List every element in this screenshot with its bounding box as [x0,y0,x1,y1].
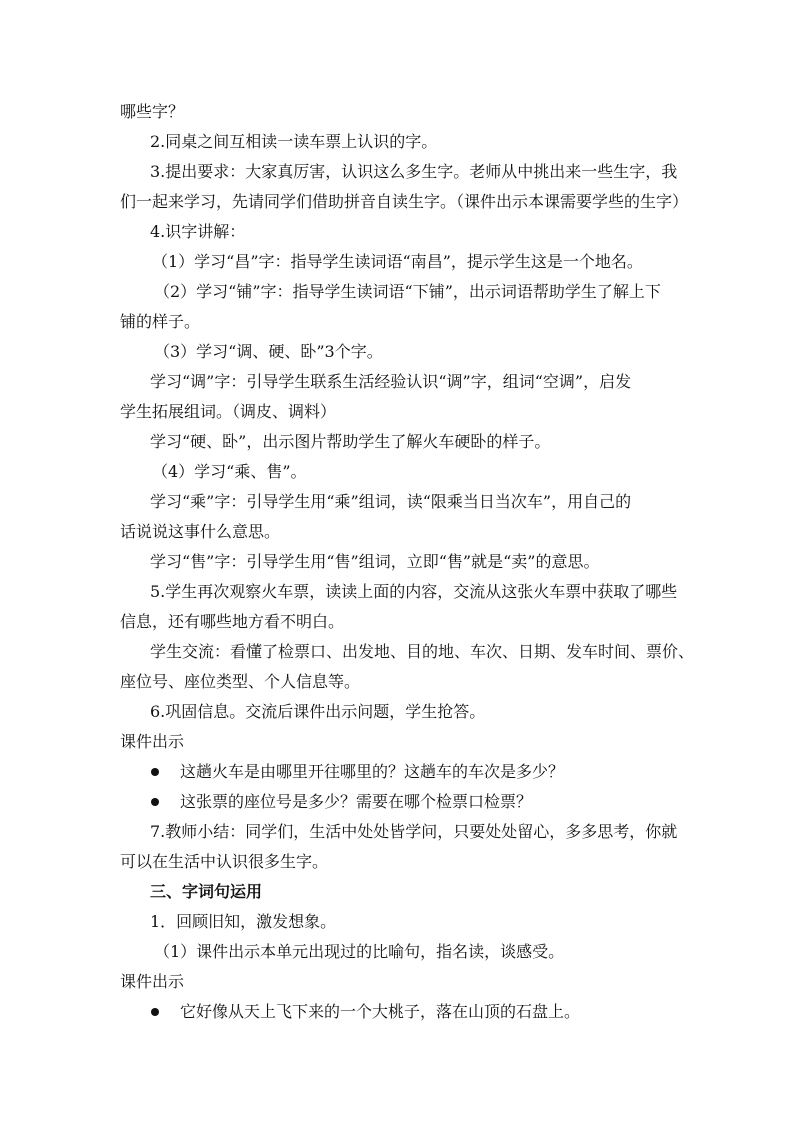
text-line: 2.同桌之间互相读一读车票上认识的字。 [150,132,438,151]
bullet-item: 这趟火车是由哪里开往哪里的？这趟车的车次是多少？ [0,756,794,788]
text-line: 铺的样子。 [120,312,201,331]
text-line: 6.巩固信息。交流后课件出示问题，学生抢答。 [150,702,486,721]
text-line: （2）学习“铺”字：指导学生读词语“下铺”，出示词语帮助学生了解上下 [154,282,661,301]
text-line: （4）学习“乘、售”。 [152,462,307,481]
text-line: 3.提出要求：大家真厉害，认识这么多生字。老师从中挑出来一些生字，我 [150,162,678,181]
text-line: 5.学生再次观察火车票，读读上面的内容，交流从这张火车票中获取了哪些 [150,582,678,601]
text-line: 信息，还有哪些地方看不明白。 [120,612,345,631]
text-line: 学习“硬、卧”，出示图片帮助学生了解火车硬卧的样子。 [150,432,551,451]
text-line: 4.识字讲解： [150,222,246,241]
text-line: 学生交流：看懂了检票口、出发地、目的地、车次、日期、发车时间、票价、 [150,642,695,661]
text-line: 们一起来学习，先请同学们借助拼音自读生字。（课件出示本课需要学些的生字） [120,192,689,211]
section-heading: 三、字词句运用 [150,882,263,901]
text-line: 座位号、座位类型、个人信息等。 [120,672,361,691]
text-line: （1）学习“昌”字：指导学生读词语“南昌”，提示学生这是一个地名。 [152,252,643,271]
text-line: 话说说这事什么意思。 [120,522,281,541]
bullet-item: 它好像从天上飞下来的一个大桃子，落在山顶的石盘上。 [0,996,794,1028]
text-line: 学习“调”字：引导学生联系生活经验认识“调”字，组词“空调”，启发 [150,372,632,391]
text-line: （3）学习“调、硬、卧”3个字。 [154,342,383,361]
bullet-dot-icon [151,1008,159,1016]
text-line: 学习“乘”字：引导学生用“乘”组词，读“限乘当日当次车”，用自己的 [150,492,632,511]
text-line: 学生拓展组词。（调皮、调料） [120,402,337,421]
text-line: 7.教师小结：同学们，生活中处处皆学问，只要处处留心，多多思考，你就 [150,822,678,841]
bullet-item: 这张票的座位号是多少？需要在哪个检票口检票？ [0,786,794,818]
text-line: 1．回顾旧知，激发想象。 [150,912,337,931]
bullet-dot-icon [151,768,159,776]
bullet-dot-icon [151,798,159,806]
text-line: 学习“售”字：引导学生用“售”组词，立即“售”就是“卖”的意思。 [150,552,600,571]
text-line: 课件出示 [120,732,185,751]
text-line: 可以在生活中认识很多生字。 [120,852,329,871]
text-line: 哪些字？ [120,102,185,121]
text-line: 课件出示 [120,972,185,991]
text-line: （1）课件出示本单元出现过的比喻句，指名读，谈感受。 [154,942,565,961]
